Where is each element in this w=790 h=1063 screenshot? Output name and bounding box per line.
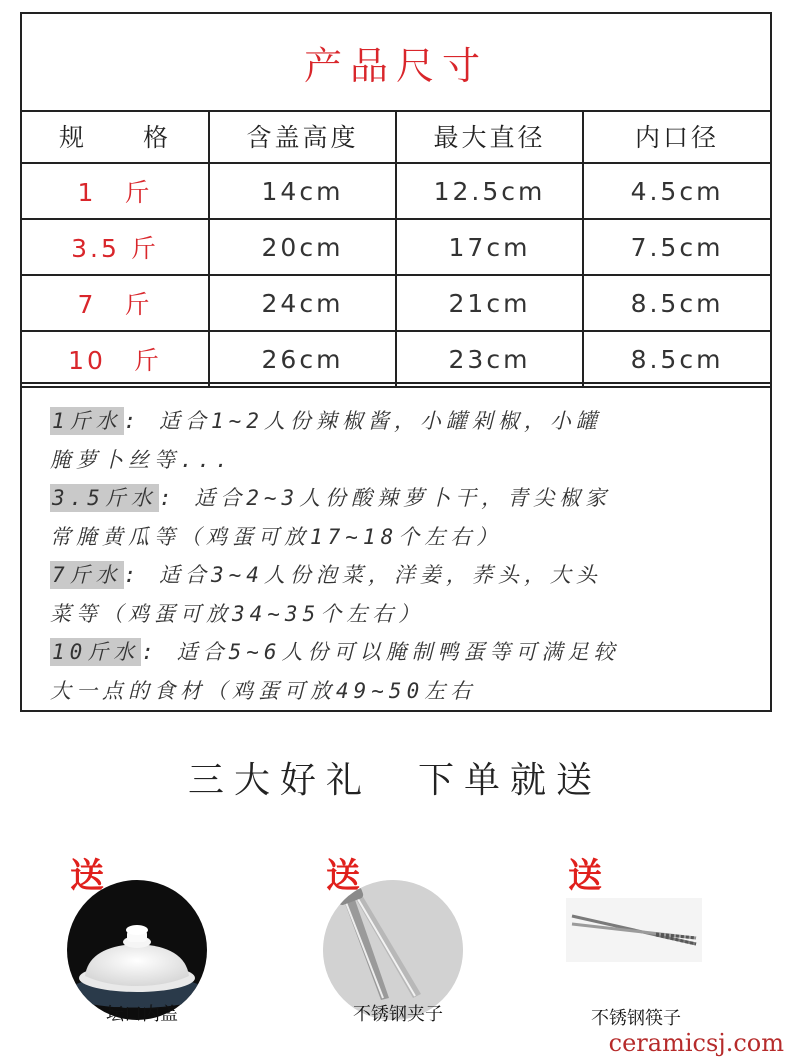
cell-spec: 3.5 斤 — [22, 219, 209, 275]
note-line — [50, 672, 742, 711]
watermark: ceramicsj.com — [608, 1029, 784, 1057]
size-table — [20, 12, 772, 712]
cell-mouth-diameter: 8.5cm — [583, 331, 770, 387]
cell-height: 20cm — [209, 219, 396, 275]
cell-mouth-diameter: 7.5cm — [583, 219, 770, 275]
cell-mouth-diameter: 8.5cm — [583, 275, 770, 331]
note-tag: 3.5斤水 — [52, 486, 157, 510]
size-grid — [22, 110, 770, 388]
note-text: : 适合1~2人份辣椒酱，小罐剁椒，小罐 — [123, 409, 602, 433]
table-row — [22, 275, 770, 331]
note-text: : 适合5~6人份可以腌制鸭蛋等可满足较 — [141, 640, 620, 664]
note-line — [50, 402, 742, 441]
gift-badge: 送 — [326, 856, 360, 896]
note-text: 腌萝卜丝等... — [50, 447, 233, 472]
header-height: 含盖高度 — [209, 110, 396, 163]
gift-label: 不锈钢夹子 — [353, 1004, 443, 1025]
gift-badge: 送 — [568, 856, 602, 896]
note-line — [50, 595, 742, 634]
note-text: 常腌黄瓜等（鸡蛋可放17~18个左右） — [50, 524, 503, 549]
table-row — [22, 219, 770, 275]
header-max-diameter: 最大直径 — [396, 110, 583, 163]
cell-max-diameter: 21cm — [396, 275, 583, 331]
note-text: 大一点的食材（鸡蛋可放49~50左右 — [50, 678, 477, 703]
cell-max-diameter: 17cm — [396, 219, 583, 275]
note-text: 菜等（鸡蛋可放34~35个左右） — [50, 601, 425, 626]
note-line — [50, 441, 742, 480]
note-tag: 10斤水 — [52, 640, 140, 664]
note-text: : 适合3~4人份泡菜，洋姜，荞头，大头 — [123, 563, 602, 587]
gift-label: 坛口内盖 — [106, 1004, 178, 1025]
tongs-icon — [323, 880, 463, 1020]
note-line — [50, 518, 742, 557]
header-row — [22, 110, 770, 163]
gift-jar-lid — [52, 840, 232, 1030]
cell-spec: 10 斤 — [22, 331, 209, 387]
note-line — [50, 479, 742, 518]
note-line — [50, 556, 742, 595]
note-text: : 适合2~3人份酸辣萝卜干，青尖椒家 — [158, 486, 612, 510]
gift-chopsticks — [546, 840, 726, 1040]
cell-mouth-diameter: 4.5cm — [583, 163, 770, 219]
gift-label: 不锈钢筷子 — [591, 1008, 681, 1029]
header-spec: 规 格 — [22, 110, 209, 163]
cell-height: 14cm — [209, 163, 396, 219]
table-title: 产品尺寸 — [22, 14, 770, 112]
cell-height: 24cm — [209, 275, 396, 331]
note-line — [50, 633, 742, 672]
gift-headline: 三大好礼 下单就送 — [187, 760, 602, 801]
cell-spec: 1 斤 — [22, 163, 209, 219]
cell-max-diameter: 23cm — [396, 331, 583, 387]
note-tag: 1斤水 — [52, 409, 122, 433]
cell-max-diameter: 12.5cm — [396, 163, 583, 219]
cell-height: 26cm — [209, 331, 396, 387]
jar-lid-icon — [67, 880, 207, 1020]
table-row — [22, 163, 770, 219]
gift-tongs — [308, 840, 488, 1030]
chopsticks-icon — [566, 898, 702, 962]
gift-badge: 送 — [70, 856, 104, 896]
note-tag: 7斤水 — [52, 563, 122, 587]
header-mouth-diameter: 内口径 — [583, 110, 770, 163]
cell-spec: 7 斤 — [22, 275, 209, 331]
usage-notes — [22, 382, 770, 710]
table-row — [22, 331, 770, 387]
